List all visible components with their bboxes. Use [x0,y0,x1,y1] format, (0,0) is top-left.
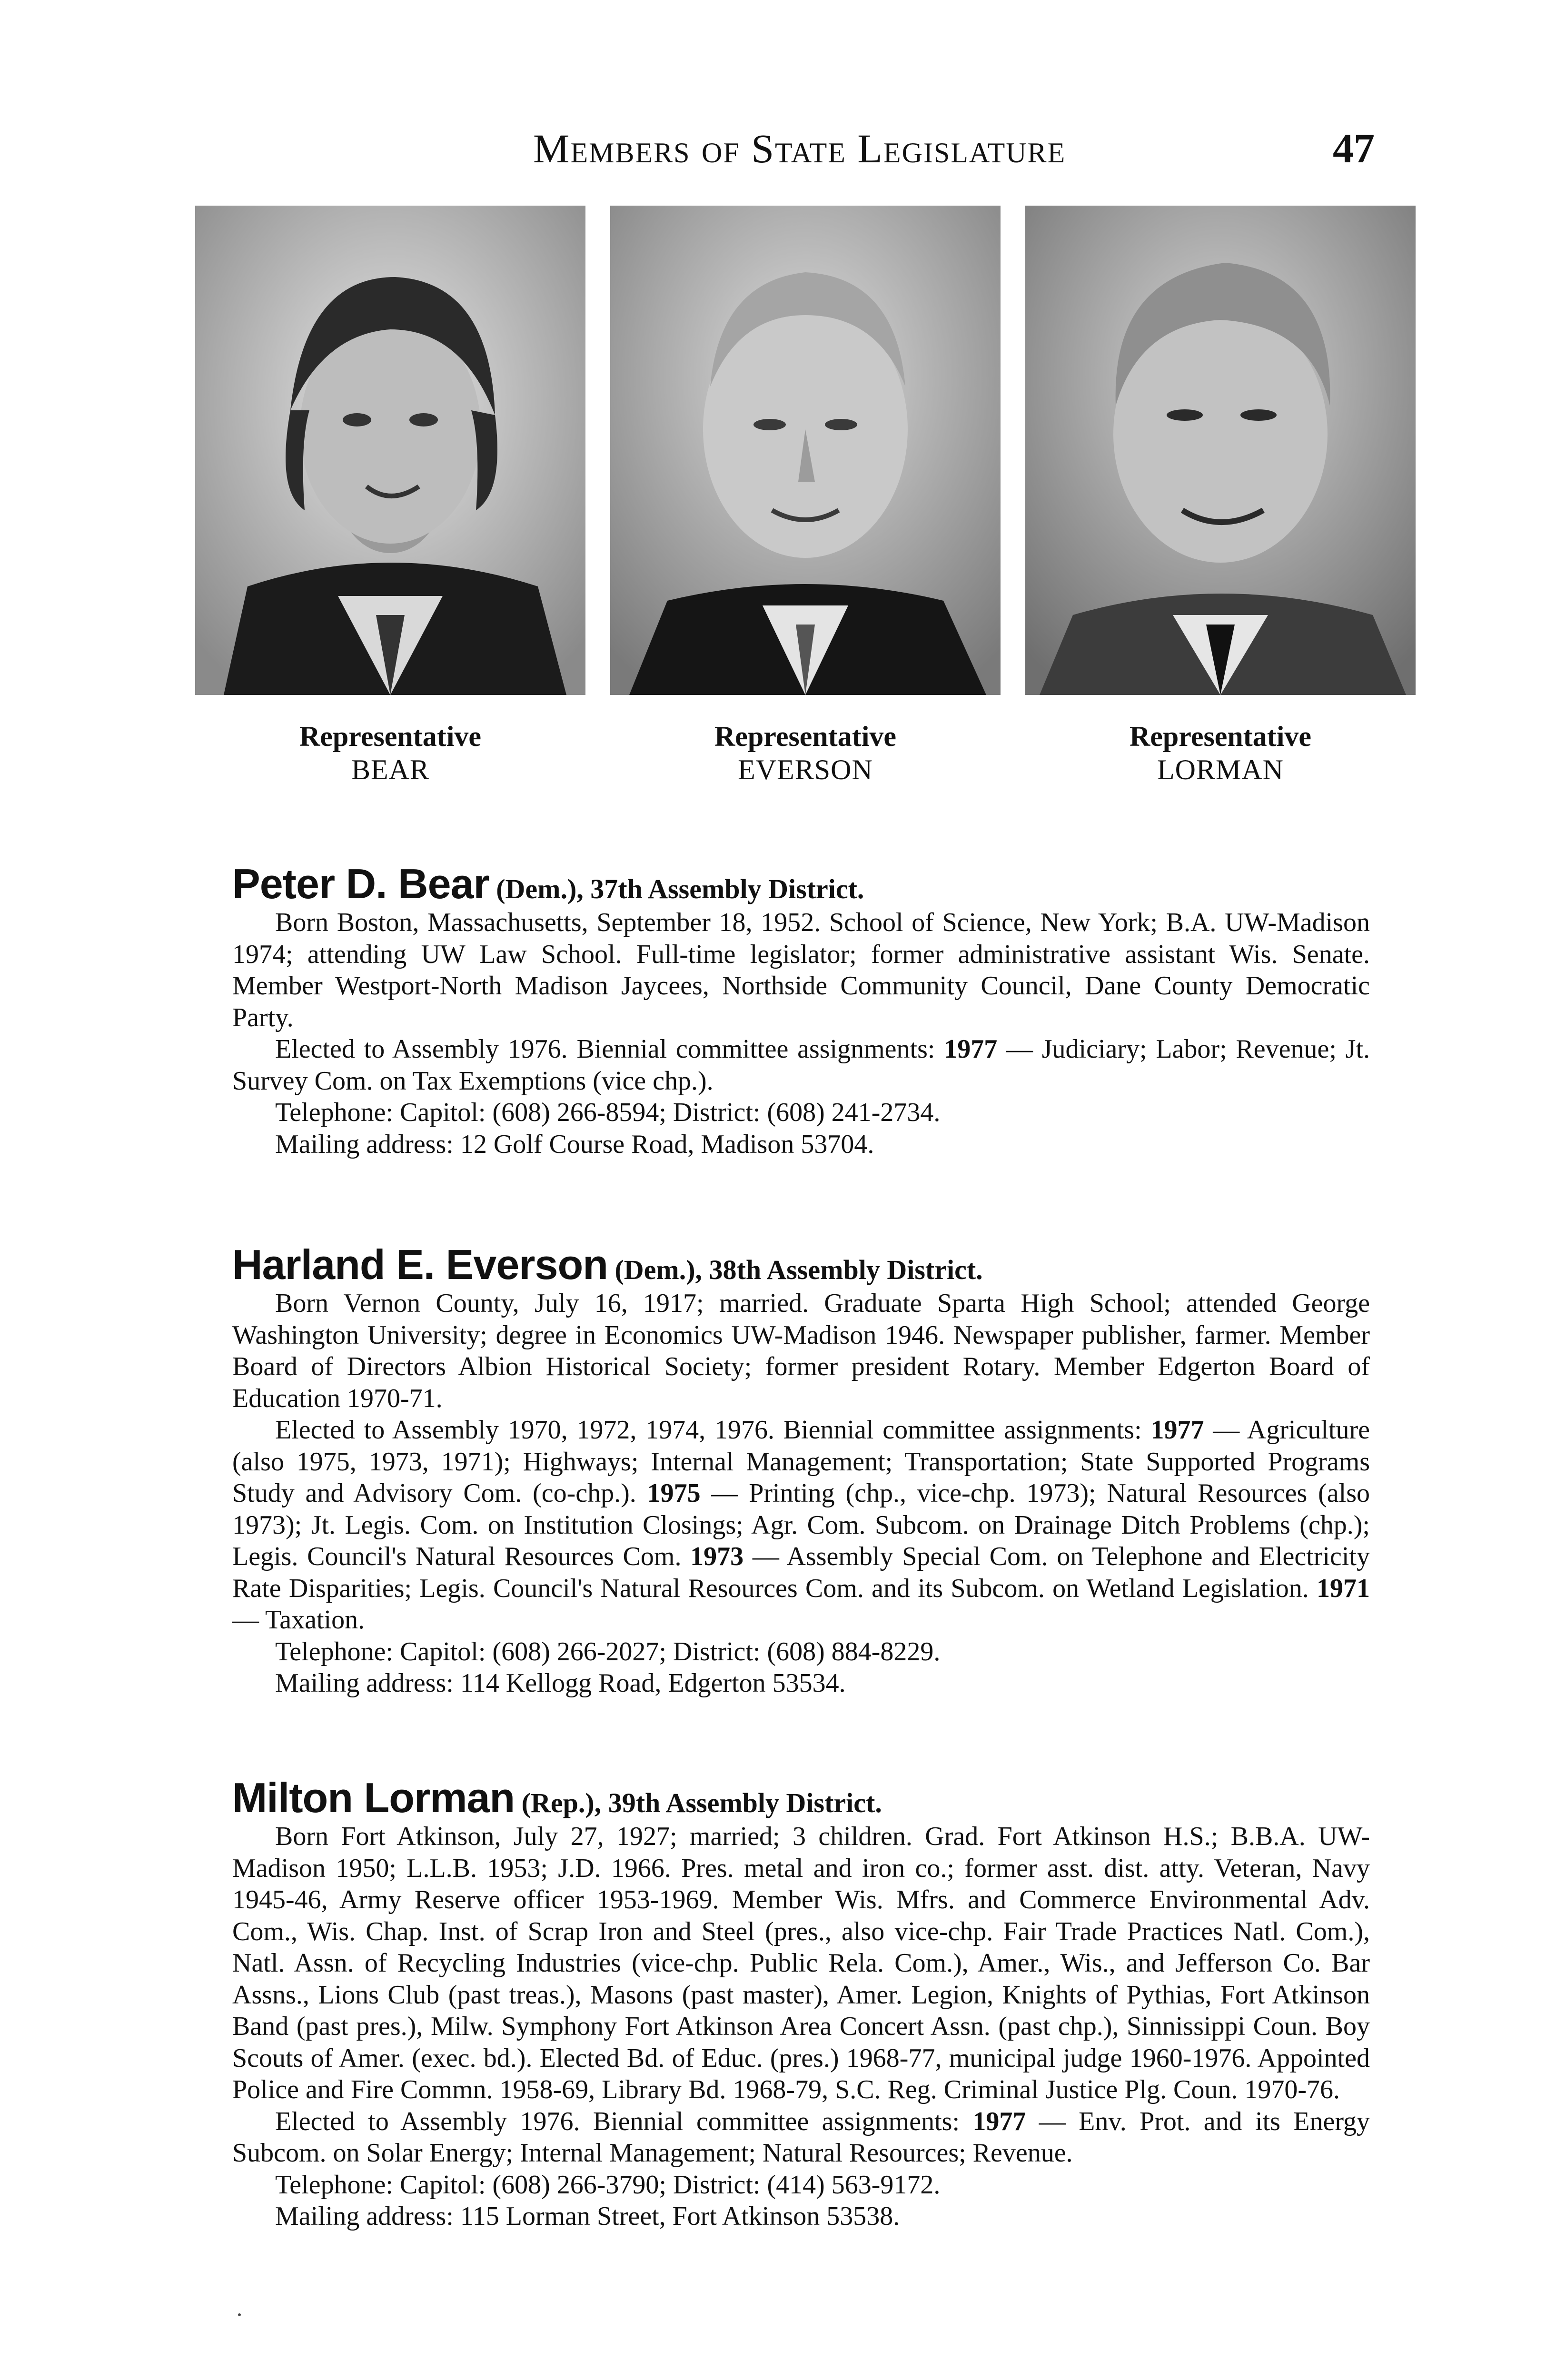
bio-bear [232,860,1370,1160]
portrait-photo-bear [195,206,585,695]
caption-title: Representative [1129,721,1312,752]
caption-name: LORMAN [1157,754,1284,785]
portrait-caption-everson [610,720,1001,786]
year-marker: 1971 [1317,1573,1370,1603]
bio-everson [232,1241,1370,1699]
portrait-caption-bear [195,720,585,786]
bio-paragraph: Mailing address: 115 Lorman Street, Fort Atkinson 53538. [275,2202,900,2231]
bio-paragraph: Born Vernon County, July 16, 1917; married. Graduate Sparta High School; attended George Washington University; degree in Economics UW-Madison 1946. Newspaper publisher, farmer. Member Board of Directors Albion Historical Society; former president Rotary. Member Edgerton Board of Education 1970-71. [232,1289,1370,1413]
portrait-photo-lorman [1025,206,1416,695]
page-header [0,125,1546,177]
year-marker: 1977 [944,1034,998,1064]
bio-paragraph: Mailing address: 12 Golf Course Road, Madison 53704. [275,1129,874,1159]
bio-name: Harland E. Everson [232,1241,608,1288]
bio-heading [232,1774,1370,1821]
bio-heading [232,1241,1370,1288]
year-marker: 1973 [690,1542,744,1571]
caption-title: Representative [714,721,897,752]
year-marker: 1977 [972,2106,1026,2136]
bio-heading [232,860,1370,907]
bio-paragraph: Mailing address: 114 Kellogg Road, Edgerton 53534. [275,1668,846,1698]
bio-paragraph: Elected to Assembly 1976. Biennial committee assignments: 1977 — Judiciary; Labor; Revenue; Jt. Survey Com. on Tax Exemptions (vice chp.). [232,1034,1370,1096]
year-marker: 1975 [647,1478,701,1508]
portrait-photo-everson [610,206,1001,695]
bio-district: , 39th Assembly District. [594,1787,882,1818]
bio-paragraph: Born Boston, Massachusetts, September 18, 1952. School of Science, New York; B.A. UW-Madison 1974; attending UW Law School. Full-time legislator; former administrative assistant Wis. Senate. Member Westport-North Madison Jaycees, Northside Community Council, Dane County Democratic Party. [232,908,1370,1032]
bio-name: Milton Lorman [232,1774,515,1821]
bio-name: Peter D. Bear [232,860,489,907]
bio-party: (Dem.) [614,1254,695,1285]
bio-lorman [232,1774,1370,2232]
bio-party: (Rep.) [521,1787,595,1818]
bio-paragraph: Telephone: Capitol: (608) 266-3790; District: (414) 563-9172. [275,2170,941,2200]
bio-paragraph: Telephone: Capitol: (608) 266-2027; District: (608) 884-8229. [275,1636,941,1666]
bio-paragraph: Elected to Assembly 1976. Biennial committee assignments: 1977 — Env. Prot. and its Energy Subcom. on Solar Energy; Internal Management; Natural Resources; Revenue. [232,2106,1370,2168]
bio-party: (Dem.) [496,873,577,904]
caption-name: BEAR [351,754,430,785]
year-marker: 1977 [1150,1415,1204,1445]
bio-paragraph: Elected to Assembly 1970, 1972, 1974, 1976. Biennial committee assignments: 1977 — Agriculture (also 1975, 1973, 1971); Highways; Internal Management; Transportation; State Supported Programs Study and Advisory Com. (co-chp.). 1975 — Printing (chp., vice-chp. 1973); Natural Resources (also 1973); Jt. Legis. Com. on Institution Closings; Agr. Com. Subcom. on Drainage Ditch Problems (chp.); Legis. Council's Natural Resources Com. 1973 — Assembly Special Com. on Telephone and Electricity Rate Disparities; Legis. Council's Natural Resources Com. and its Subcom. on Wetland Legislation. 1971 — Taxation. [232,1415,1370,1635]
bio-district: , 37th Assembly District. [576,873,864,904]
page-number: 47 [1333,126,1375,172]
running-title: Members of State Legislature [533,126,1066,171]
portrait-caption-lorman [1025,720,1416,786]
bio-paragraph: Telephone: Capitol: (608) 266-8594; District: (608) 241-2734. [275,1098,941,1127]
bio-district: , 38th Assembly District. [695,1254,983,1285]
caption-name: EVERSON [738,754,873,785]
bio-paragraph: Born Fort Atkinson, July 27, 1927; married; 3 children. Grad. Fort Atkinson H.S.; B.B.A. UW-Madison 1950; L.L.B. 1953; J.D. 1966. Pres. metal and iron co.; former asst. dist. atty. Veteran, Navy 1945-46, Army Reserve officer 1953-1969. Member Wis. Mfrs. and Commerce Environmental Adv. Com., Wis. Chap. Inst. of Scrap Iron and Steel (pres., also vice-chp. Fair Trade Practices Natl. Com.), Natl. Assn. of Recycling Industries (vice-chp. Public Rela. Com.), Amer., Wis., and Jefferson Co. Bar Assns., Lions Club (past treas.), Masons (past master), Amer. Legion, Knights of Pythias, Fort Atkinson Band (past pres.), Milw. Symphony Fort Atkinson Area Concert Assn. (past chp.), Sinnissippi Coun. Boy Scouts of Amer. (exec. bd.). Elected Bd. of Educ. (pres.) 1968-77, municipal judge 1960-1976. Appointed Police and Fire Commn. 1958-69, Library Bd. 1968-79, S.C. Reg. Criminal Justice Plg. Coun. 1970-76. [232,1822,1370,2104]
stray-mark [238,2313,241,2316]
caption-title: Representative [299,721,482,752]
